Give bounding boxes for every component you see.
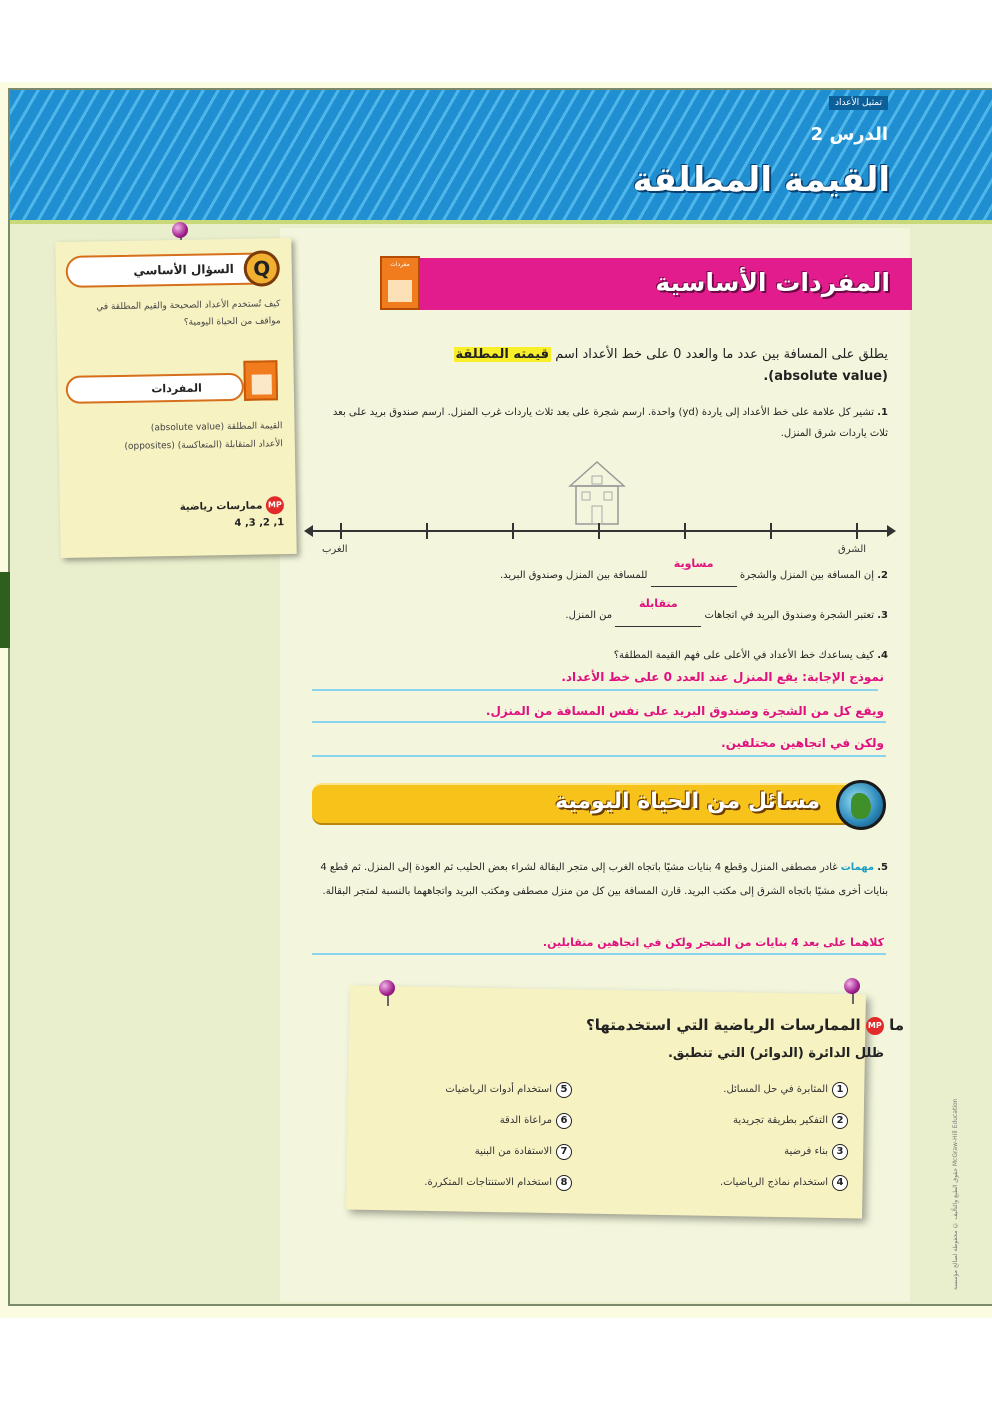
- tick-mark: [684, 523, 686, 539]
- arrow-left-icon: [304, 525, 313, 537]
- q3-number: 3.: [877, 610, 888, 621]
- practice-text: استخدام أدوات الرياضيات: [445, 1084, 552, 1095]
- practices-title-b: الممارسات الرياضية التي استخدمتها؟: [586, 1016, 861, 1034]
- q4-number: 4.: [877, 650, 888, 661]
- q3-blank[interactable]: [615, 597, 701, 627]
- practice-circle[interactable]: 5: [556, 1082, 572, 1098]
- practices-card-subtitle: ظلل الدائرة (الدوائر) التي تنطبق.: [667, 1046, 884, 1061]
- practices-title-a: ما: [889, 1016, 904, 1034]
- practice-circle[interactable]: 3: [832, 1144, 848, 1160]
- answer-line[interactable]: [312, 721, 886, 723]
- practice-option[interactable]: [648, 1082, 848, 1098]
- question-2: [318, 557, 888, 587]
- intro-term-en: (absolute value).: [763, 369, 888, 384]
- practice-circle[interactable]: 8: [556, 1175, 572, 1191]
- q5-answer: كلاهما على بعد 4 بنايات من المتجر ولكن في اتجاهين متقابلين.: [542, 936, 884, 949]
- q4-answer-3: ولكن في اتجاهين مختلفين.: [721, 736, 884, 750]
- essential-question-text: كيف تُستخدم الأعداد الصحيحة والقيم المطلقة في مواقف من الحياة اليومية؟: [96, 299, 281, 328]
- math-practices-icon: MP: [266, 496, 284, 514]
- practice-text: التفكير بطريقة تجريدية: [733, 1115, 828, 1126]
- practice-option[interactable]: [372, 1144, 572, 1160]
- vocabulary-icon: [243, 360, 278, 401]
- practice-text: الاستفادة من البنية: [474, 1146, 552, 1157]
- copyright-credit: حقوق الطبع والتأليف © محفوظة لصالح مؤسسة McGraw-Hill Education: [952, 1098, 959, 1290]
- q5-text: غادر مصطفى المنزل وقطع 4 بنايات مشيًا باتجاه الغرب إلى متجر البقالة لشراء بعض الحليب ثم العودة إلى المنزل. ثم قطع 4 بنايات أخرى مشيًا باتجاه الشرق إلى مكتب البريد. قارن المسافة بين كل من منزل مصطفى ومكتب البريد واتجاههما بالنسبة لمتجر البقالة.: [320, 862, 888, 897]
- q1-number: 1.: [877, 407, 888, 418]
- q2-text-b: للمسافة بين المنزل وصندوق البريد.: [499, 570, 648, 581]
- vocab-section-title: المفردات الأساسية: [655, 268, 890, 297]
- edge-tab: [0, 572, 10, 648]
- practice-text: استخدام نماذج الرياضيات.: [719, 1177, 828, 1188]
- tick-mark: [512, 523, 514, 539]
- q2-blank[interactable]: [651, 557, 737, 587]
- vocabulary-icon: [380, 256, 420, 310]
- tick-mark: [598, 523, 600, 539]
- pushpin-icon: [379, 980, 395, 996]
- vocab-term-1: القيمة المطلقة (absolute value): [150, 421, 283, 434]
- vocab-term-2: الأعداد المتقابلة (المتعاكسة) (opposites): [124, 439, 283, 452]
- question-3: [318, 597, 888, 627]
- q2-number: 2.: [877, 570, 888, 581]
- practice-option[interactable]: [648, 1144, 848, 1160]
- tick-mark: [426, 523, 428, 539]
- essential-question-label: السؤال الأساسي: [133, 261, 234, 278]
- vocab-icon-caption: مفردات: [390, 261, 410, 268]
- question-1: [318, 402, 888, 444]
- practices-card-title: [586, 1016, 904, 1035]
- question-5: [318, 856, 888, 904]
- practice-option[interactable]: [372, 1082, 572, 1098]
- vocabulary-label: المفردات: [151, 381, 202, 396]
- practice-text: بناء فرضية: [784, 1146, 828, 1157]
- q2-text-a: إن المسافة بين المنزل والشجرة: [739, 570, 875, 581]
- practice-option[interactable]: [372, 1175, 572, 1191]
- practice-circle[interactable]: 7: [556, 1144, 572, 1160]
- q3-text-b: من المنزل.: [565, 610, 613, 621]
- label-east: الشرق: [838, 544, 867, 555]
- practice-option[interactable]: [648, 1175, 848, 1191]
- practice-circle[interactable]: 6: [556, 1113, 572, 1129]
- answer-line[interactable]: [312, 953, 886, 955]
- vocabulary-box: [66, 373, 244, 404]
- intro-term: قيمته المطلقة: [455, 347, 550, 362]
- practice-circle[interactable]: 1: [832, 1082, 848, 1098]
- q5-label: مهمات: [840, 862, 875, 873]
- q2-answer: مساوية: [673, 557, 714, 570]
- intro-text: يطلق على المسافة بين عدد ما والعدد 0 على خط الأعداد اسم: [555, 347, 888, 362]
- practice-option[interactable]: [372, 1113, 572, 1129]
- practice-text: استخدام الاستنتاجات المتكررة.: [424, 1177, 552, 1188]
- q5-number: 5.: [877, 862, 888, 873]
- tick-mark: [856, 523, 858, 539]
- tick-mark: [340, 523, 342, 539]
- practice-circle[interactable]: 2: [832, 1113, 848, 1129]
- intro-paragraph: [318, 344, 888, 388]
- practice-circle[interactable]: 4: [832, 1175, 848, 1191]
- lesson-banner: [10, 90, 992, 224]
- essential-question-box: [66, 252, 279, 288]
- chapter-tab[interactable]: تمثيل الأعداد: [829, 96, 888, 110]
- number-line: [310, 530, 890, 532]
- q4-answer-2: ويقع كل من الشجرة وصندوق البريد على نفس المسافة من المنزل.: [485, 704, 884, 718]
- q1-text: تشير كل علامة على خط الأعداد إلى ياردة (yd) واحدة. ارسم شجرة على بعد ثلاث ياردات غرب المنزل. ارسم صندوق بريد على بعد ثلاث ياردات شرق المنزل.: [332, 407, 888, 439]
- pushpin-icon: [172, 222, 188, 238]
- q4-text: كيف يساعدك خط الأعداد في الأعلى على فهم القيمة المطلقة؟: [613, 650, 875, 661]
- arrow-right-icon: [887, 525, 896, 537]
- practice-text: مراعاة الدقة: [499, 1115, 552, 1126]
- house-icon: [562, 456, 632, 526]
- math-practices-label: ممارسات رياضية: [179, 500, 263, 513]
- real-world-title: مسائل من الحياة اليومية: [555, 789, 820, 814]
- practice-option[interactable]: [648, 1113, 848, 1129]
- globe-land: [851, 793, 871, 819]
- page-title: القيمة المطلقة: [632, 160, 890, 200]
- answer-line[interactable]: [312, 755, 886, 757]
- tick-mark: [770, 523, 772, 539]
- answer-line[interactable]: [312, 689, 878, 691]
- practice-text: المثابرة في حل المسائل.: [723, 1084, 828, 1095]
- globe-icon: [836, 780, 886, 830]
- question-icon: Q: [243, 250, 280, 287]
- q3-answer: متقابلة: [639, 597, 678, 610]
- math-practices-values: 1, 2, 3, 4: [234, 517, 285, 529]
- vocab-card: [388, 280, 412, 302]
- lesson-number: الدرس 2: [810, 124, 888, 145]
- label-west: الغرب: [322, 544, 348, 555]
- q4-answer-1: نموذج الإجابة: يقع المنزل عند العدد 0 على خط الأعداد.: [561, 670, 884, 684]
- pushpin-icon: [844, 978, 860, 994]
- math-practices-icon: MP: [866, 1017, 884, 1035]
- question-4: [318, 646, 888, 666]
- sidebar-note: [55, 238, 296, 558]
- q3-text-a: تعتبر الشجرة وصندوق البريد في اتجاهات: [704, 610, 875, 621]
